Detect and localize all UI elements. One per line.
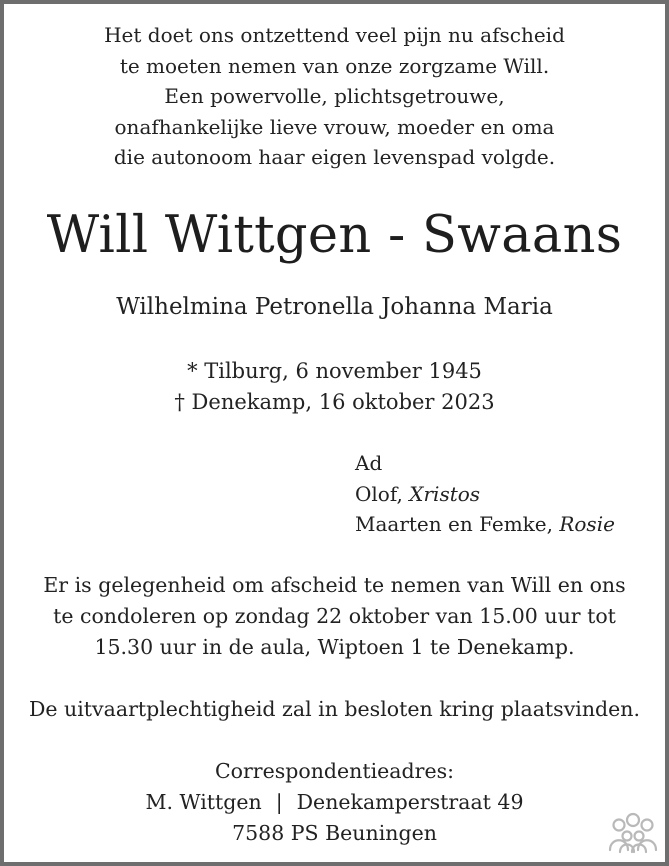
funeral-text: De uitvaartplechtigheid zal in besloten kring plaatsvinden. [28, 697, 641, 721]
visitation-line: te condoleren op zondag 22 oktober van 15.00 uur tot [53, 604, 616, 628]
correspondence-label: Correspondentieadres: [214, 759, 455, 783]
correspondence-address [0, 756, 669, 849]
correspondence-name: M. Wittgen [145, 790, 262, 814]
family-member [355, 509, 615, 540]
intro-line: onafhankelijke lieve vrouw, moeder en oma [114, 114, 555, 139]
family-member-partner: Rosie [559, 512, 615, 536]
family-member-name: Olof, [355, 481, 410, 506]
intro-line: Het doet ons ontzettend veel pijn nu afscheid [104, 23, 565, 47]
correspondence-name-street [0, 787, 669, 818]
intro-line: Een powervolle, plichtsgetrouwe, [164, 84, 505, 108]
family-member [355, 479, 615, 510]
intro-line: die autonoom haar eigen levenspad volgde. [113, 145, 556, 169]
life-dates [0, 356, 669, 417]
birth-date: * Tilburg, 6 november 1945 [187, 359, 482, 383]
people-group-icon [607, 812, 659, 854]
family-member: Ad [355, 451, 383, 475]
intro-line: te moeten nemen van onze zorgzame Will. [119, 53, 550, 78]
visitation-text [0, 570, 669, 663]
deceased-name: Will Wittgen - Swaans [46, 206, 623, 265]
visitation-line: Er is gelegenheid om afscheid te nemen van Will en ons [43, 573, 626, 597]
visitation-line: 15.30 uur in de aula, Wiptoen 1 te Denekamp. [94, 635, 575, 659]
separator: | [275, 790, 283, 814]
family-member-partner: Xristos [409, 481, 481, 506]
correspondence-street: Denekamperstraat 49 [296, 790, 524, 814]
family-list [355, 448, 615, 540]
correspondence-city: 7588 PS Beuningen [232, 821, 437, 845]
deceased-full-name: Wilhelmina Petronella Johanna Maria [116, 294, 553, 320]
intro-text [0, 20, 669, 173]
death-date: † Denekamp, 16 oktober 2023 [174, 389, 495, 414]
family-member-name: Maarten en Femke, [355, 512, 560, 536]
